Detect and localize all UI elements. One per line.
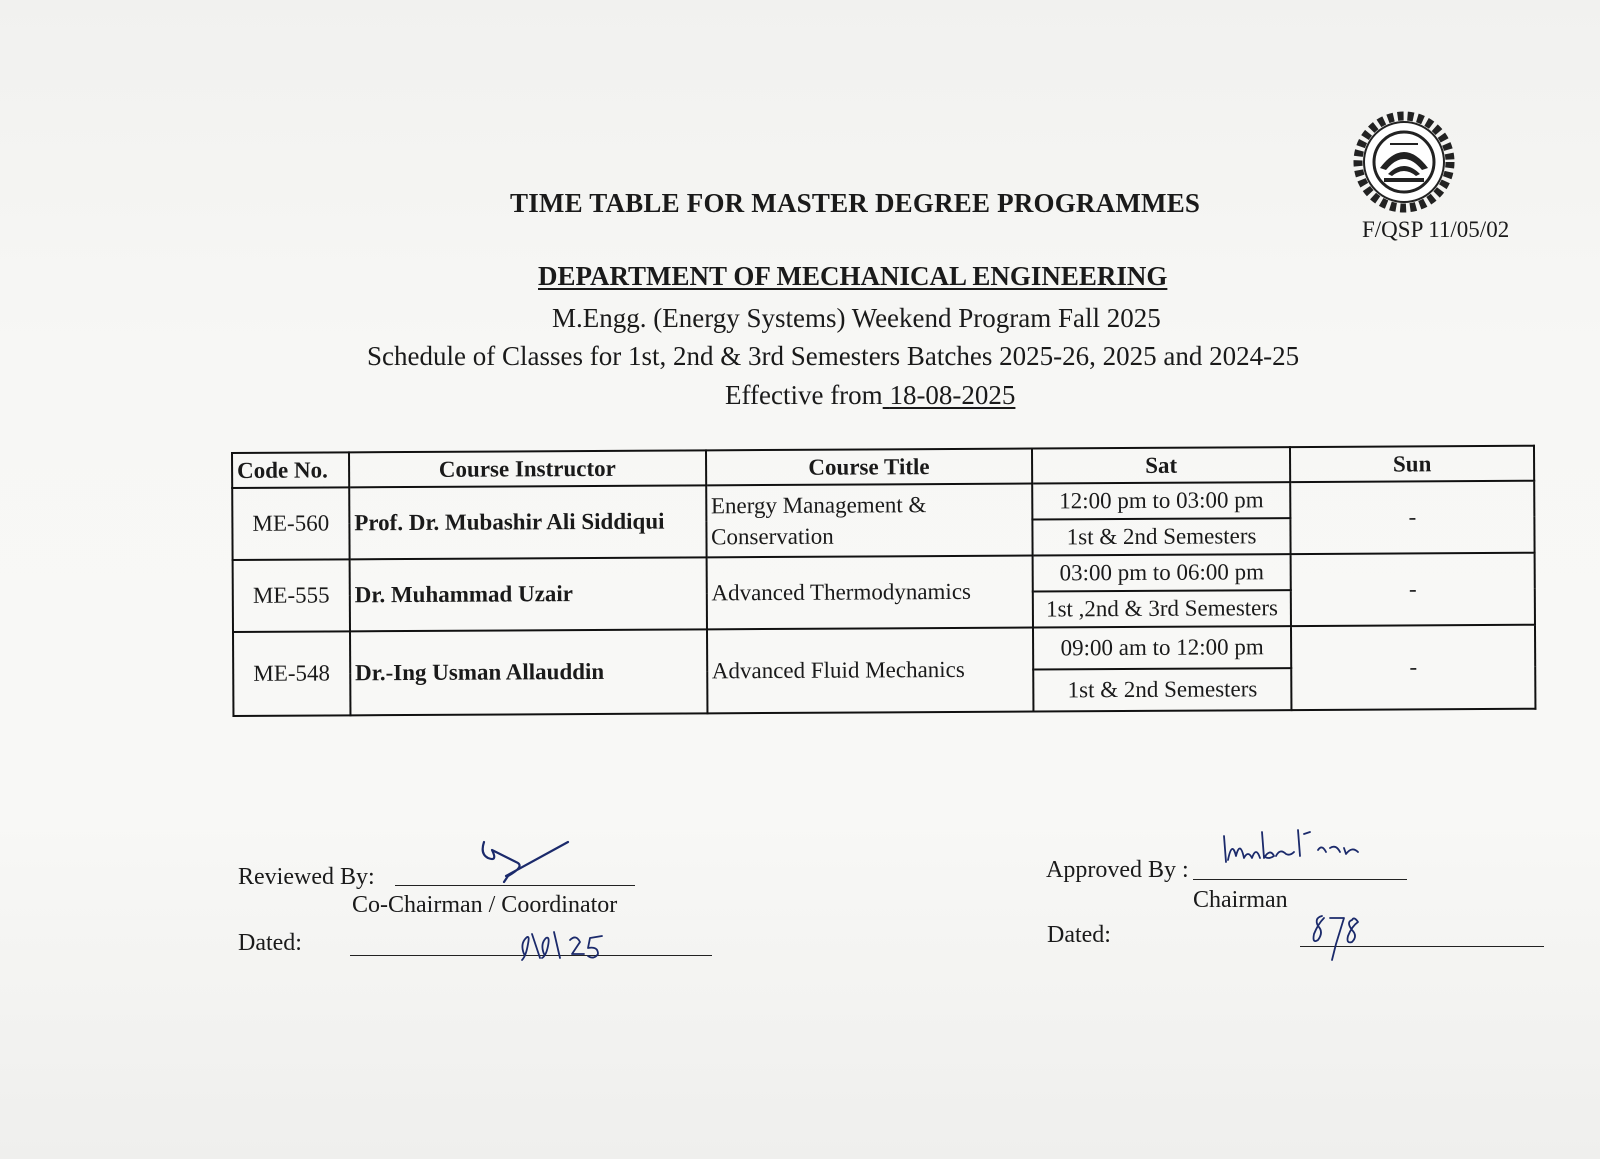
reviewed-date-handwritten: [518, 924, 610, 964]
effective-label: Effective from: [725, 380, 883, 410]
table-row: [233, 625, 1535, 674]
reviewed-dated-label: Dated:: [238, 930, 302, 956]
approved-date-handwritten: [1310, 910, 1370, 966]
course-instructor: Prof. Dr. Mubashir Ali Siddiqui: [349, 485, 706, 559]
department-name: DEPARTMENT OF MECHANICAL ENGINEERING: [538, 261, 1168, 291]
table-row: [233, 553, 1535, 596]
sun-slot: -: [1291, 553, 1535, 626]
course-code: ME-548: [233, 631, 350, 716]
approved-dated-label: Dated:: [1047, 922, 1111, 948]
course-title-line: Energy Management &: [710, 492, 927, 519]
effective-from: [725, 380, 1015, 411]
approver-signature: [1218, 826, 1378, 876]
sat-semesters: 1st & 2nd Semesters: [1033, 668, 1291, 711]
sat-time: 12:00 pm to 03:00 pm: [1032, 482, 1290, 519]
course-title-line: Conservation: [711, 523, 834, 550]
approved-by-label: Approved By :: [1046, 857, 1189, 883]
course-instructor: Dr. Muhammad Uzair: [349, 557, 706, 631]
document-title: TIME TABLE FOR MASTER DEGREE PROGRAMMES: [510, 188, 1201, 218]
header-instructor: Course Instructor: [349, 450, 706, 487]
header-sat: Sat: [1032, 447, 1290, 483]
program-name: M.Engg. (Energy Systems) Weekend Program Fall 2025: [552, 303, 1161, 333]
sun-slot: -: [1290, 481, 1534, 554]
reviewer-role: Co-Chairman / Coordinator: [352, 892, 618, 918]
sat-semesters: 1st & 2nd Semesters: [1033, 518, 1291, 555]
course-code: ME-560: [232, 487, 349, 560]
sat-time: 03:00 pm to 06:00 pm: [1033, 554, 1291, 591]
effective-date: 18-08-2025: [889, 380, 1016, 410]
sun-slot: -: [1291, 625, 1535, 710]
schedule-description: Schedule of Classes for 1st, 2nd & 3rd Semesters Batches 2025-26, 2025 and 2024-25: [367, 341, 1300, 371]
reviewed-by-label: Reviewed By:: [238, 864, 375, 890]
sat-time: 09:00 am to 12:00 pm: [1033, 626, 1291, 669]
header-code: Code No.: [232, 452, 349, 488]
timetable: [231, 445, 1536, 717]
university-seal-icon: [1350, 108, 1458, 216]
course-code: ME-555: [233, 559, 350, 632]
table-row: [232, 481, 1534, 524]
course-instructor: Dr.-Ing Usman Allauddin: [350, 629, 707, 715]
sat-semesters: 1st ,2nd & 3rd Semesters: [1033, 590, 1291, 627]
header-sun: Sun: [1290, 446, 1534, 482]
header-course-title: Course Title: [706, 449, 1033, 486]
course-title: Advanced Fluid Mechanics: [707, 628, 1034, 714]
form-code: F/QSP 11/05/02: [1362, 217, 1510, 242]
reviewer-signature: [478, 836, 574, 886]
course-title: [706, 484, 1033, 558]
course-title: Advanced Thermodynamics: [706, 556, 1033, 630]
approver-role: Chairman: [1193, 887, 1288, 913]
